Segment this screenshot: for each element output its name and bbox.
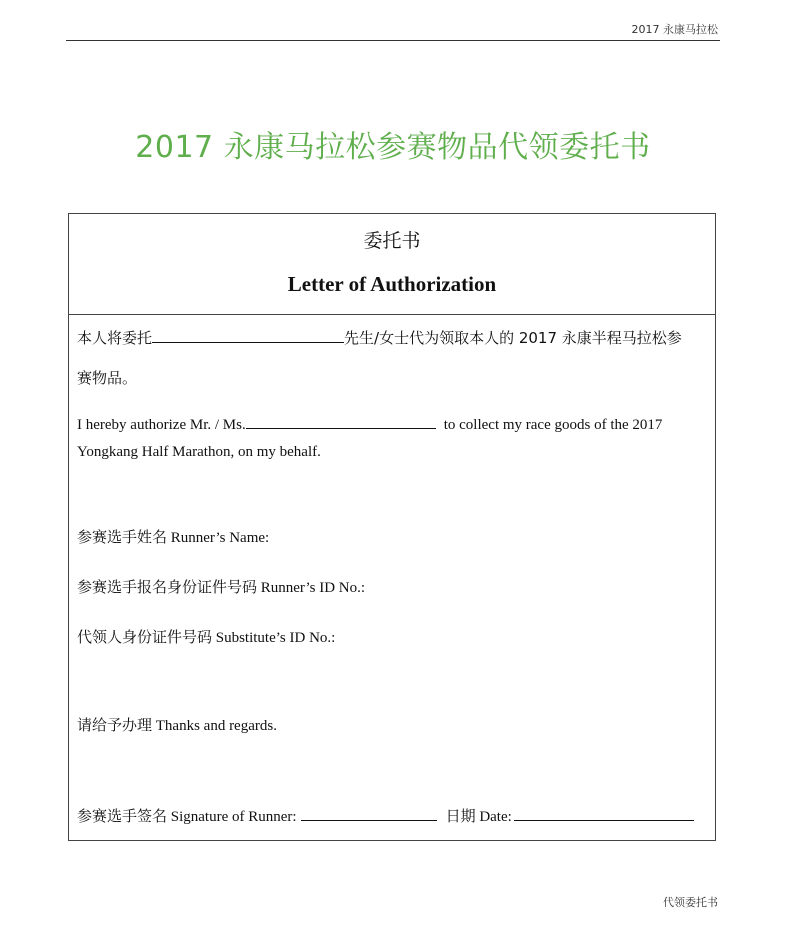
english-statement-line-1 bbox=[77, 412, 662, 434]
signature-label: 参赛选手签名 Signature of Runner: bbox=[77, 809, 297, 825]
date-label: 日期 Date: bbox=[445, 809, 512, 825]
substitute-id-field[interactable]: 代领人身份证件号码 Substitute’s ID No.: bbox=[77, 630, 336, 646]
page-footer-text: 代领委托书 bbox=[663, 896, 718, 909]
chinese-statement-line-2: 赛物品。 bbox=[77, 369, 138, 387]
heading-chinese: 委托书 bbox=[363, 230, 421, 252]
chinese-statement-line-1 bbox=[77, 326, 682, 348]
substitute-name-blank-cn[interactable] bbox=[152, 326, 344, 343]
en-statement-suffix: to collect my race goods of the 2017 bbox=[443, 417, 663, 433]
signature-date-line bbox=[77, 804, 694, 826]
header-rule bbox=[66, 40, 720, 41]
cn-statement-suffix: 先生/女士代为领取本人的 2017 永康半程马拉松参 bbox=[344, 329, 682, 347]
heading-english: Letter of Authorization bbox=[287, 272, 497, 296]
en-statement-prefix: I hereby authorize Mr. / Ms. bbox=[77, 417, 246, 433]
runner-name-field[interactable]: 参赛选手姓名 Runner’s Name: bbox=[77, 530, 270, 546]
cn-statement-prefix: 本人将委托 bbox=[77, 329, 153, 347]
date-blank[interactable] bbox=[514, 804, 694, 821]
signature-blank[interactable] bbox=[301, 804, 437, 821]
thanks-line: 请给予办理 Thanks and regards. bbox=[77, 718, 277, 734]
page-header-text: 2017 永康马拉松 bbox=[631, 23, 718, 36]
runner-id-field[interactable]: 参赛选手报名身份证件号码 Runner’s ID No.: bbox=[77, 580, 366, 596]
authorization-form-box bbox=[68, 213, 716, 841]
substitute-name-blank-en[interactable] bbox=[246, 412, 436, 429]
letter-heading bbox=[69, 214, 715, 315]
english-statement-line-2: Yongkang Half Marathon, on my behalf. bbox=[77, 444, 321, 460]
document-title: 2017 永康马拉松参赛物品代领委托书 bbox=[135, 130, 651, 165]
